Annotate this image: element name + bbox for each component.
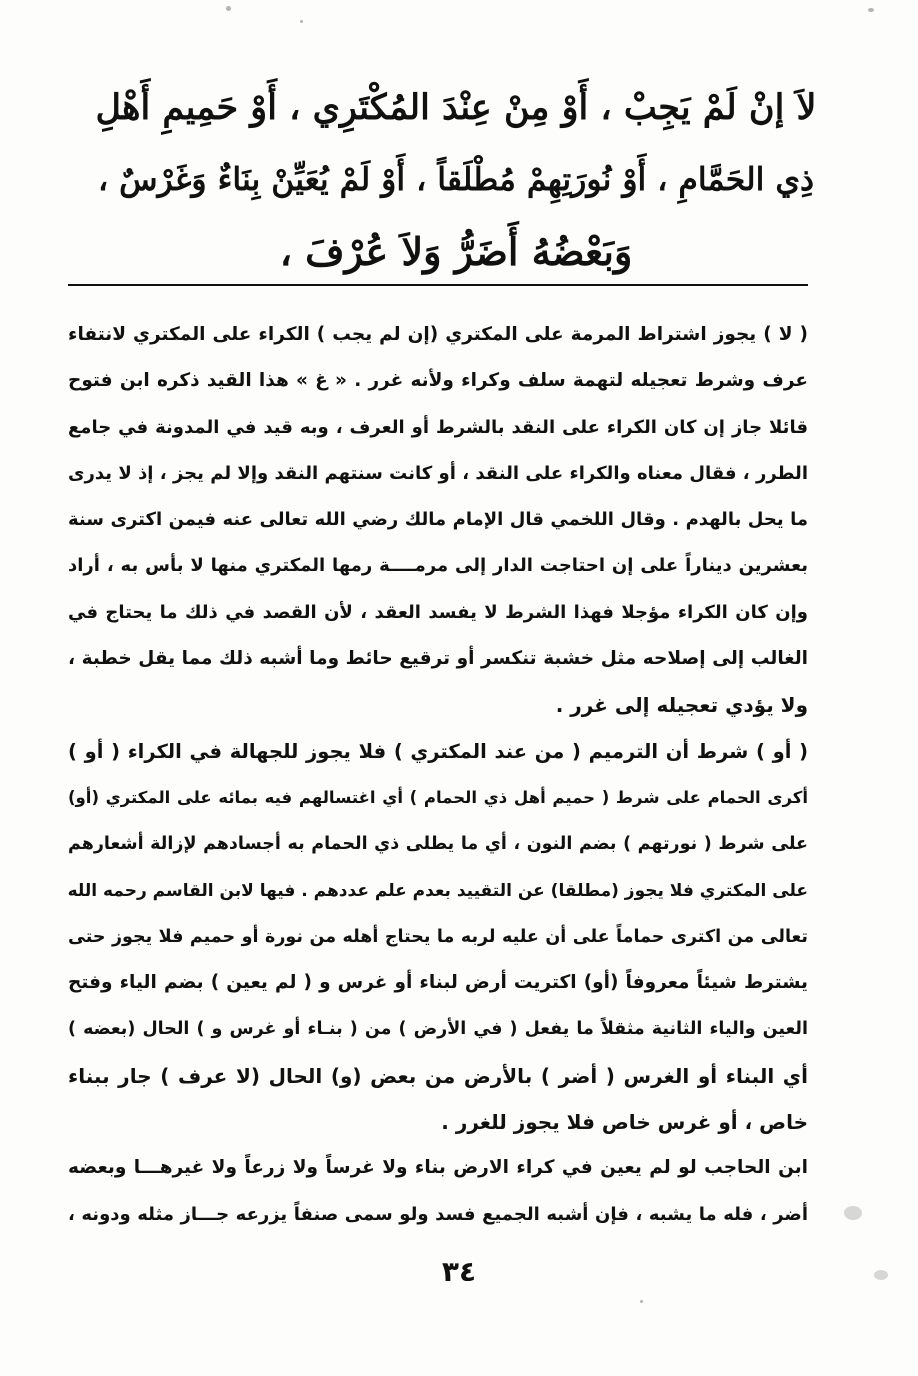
verse-line: ذِي الحَمَّامِ ، أَوْ نُورَتِهِمْ مُطْلَقاً ، أَوْ لَمْ يُعَيِّنْ بِنَاءٌ وَغَرْسٌ ، (97, 161, 815, 198)
text-line: العين والياء الثانية مثقلاً ما يفعل ( في الأرض ) من ( بنـاء أو غرس و ) الحال (بعضه ) (68, 1019, 808, 1040)
scan-speck (226, 6, 231, 11)
page-number: ٣٤ (441, 1255, 477, 1288)
text-line: أضر ، فله ما يشبه ، فإن أشبه الجميع فسد ولو سمى صنفاً يزرعه جـــاز مثله ودونه ، (68, 1203, 808, 1225)
text-line: على المكتري فلا يجوز (مطلقا) عن التقييد بعدم علم عددهم . فيها لابن القاسم رحمه الله (68, 880, 808, 901)
text-line: خاص ، أو غرس خاص فلا يجوز للغرر . (441, 1110, 808, 1135)
scan-speck (868, 8, 874, 12)
text-line: عرف وشرط تعجيله لتهمة سلف وكراء ولأنه غرر . « غ » هذا القيد ذكره ابن فتوح (68, 370, 808, 392)
scan-speck (874, 1270, 888, 1280)
text-line: أكرى الحمام على شرط ( حميم أهل ذي الحمام ) أي اغتسالهم فيه بمائه على المكتري (أو) (68, 787, 808, 807)
commentary-paragraph (68, 312, 808, 729)
text-line: الغالب إلى إصلاحه مثل خشبة تنكسر أو ترقيع حائط وما أشبه ذلك مما يقل خطبة ، (68, 648, 808, 670)
text-line: الطرر ، فقال معناه والكراء على النقد ، أو كانت سنتهم النقد وإلا لم يجز ، إذ لا يدرى (68, 462, 808, 484)
text-line: ما يحل بالهدم . وقال اللخمي قال الإمام مالك رضي الله تعالى عنه فيمن اكترى سنة (68, 509, 808, 531)
text-line: بعشرين ديناراً على إن احتاجت الدار إلى مرمــــة رمها المكتري منها لا بأس به ، أراد (68, 555, 808, 577)
text-line: وإن كان الكراء مؤجلا فهذا الشرط لا يفسد العقد ، لأن القصد في ذلك ما يحتاج في (68, 601, 808, 623)
text-line: أي البناء أو الغرس ( أضر ) بالأرض من بعض (و) الحال (لا عرف ) جار ببناء (68, 1063, 808, 1088)
scan-speck (300, 20, 303, 23)
commentary-text (68, 312, 808, 1238)
text-line: ( لا ) يجوز اشتراط المرمة على المكتري (إن لم يجب ) الكراء على المكتري لانتفاء (68, 324, 808, 345)
separator-rule (68, 284, 808, 286)
text-line: ابن الحاجب لو لم يعين في كراء الارض بناء ولا غرساً ولا زرعاً ولا غيرهـــا وبعضه (68, 1157, 808, 1179)
verse-text (95, 72, 817, 288)
commentary-paragraph (68, 1145, 808, 1238)
text-line: يشترط شيئاً معروفاً (أو) اكتريت أرض لبناء أو غرس و ( لم يعين ) بضم الياء وفتح (68, 972, 808, 994)
verse-line: لاَ إنْ لَمْ يَجِبْ ، أَوْ مِنْ عِنْدَ المُكْتَرِي ، أَوْ حَمِيمِ أَهْلِ (95, 87, 817, 128)
scan-speck (640, 1300, 643, 1303)
text-line: قائلا جاز إن كان الكراء على النقد بالشرط أو العرف ، وبه قيد في المدونة في جامع (68, 416, 808, 438)
verse-line: وَبَعْضُهُ أَضَرُّ وَلاَ عُرْفَ ، (279, 229, 633, 274)
text-line: ( أو ) شرط أن الترميم ( من عند المكتري ) فلا يجوز للجهالة في الكراء ( أو ) (68, 739, 808, 763)
text-line: ولا يؤدي تعجيله إلى غرر . (555, 693, 808, 718)
text-line: على شرط ( نورتهم ) بضم النون ، أي ما يطلى ذي الحمام به أجسادهم لإزالة أشعارهم (68, 834, 808, 855)
commentary-paragraph (68, 729, 808, 1146)
text-line: تعالى من اكترى حماماً على أن عليه لربه ما يحتاج أهله من نورة أو حميم فلا يجوز حتى (68, 926, 808, 947)
scan-speck (844, 1206, 862, 1220)
